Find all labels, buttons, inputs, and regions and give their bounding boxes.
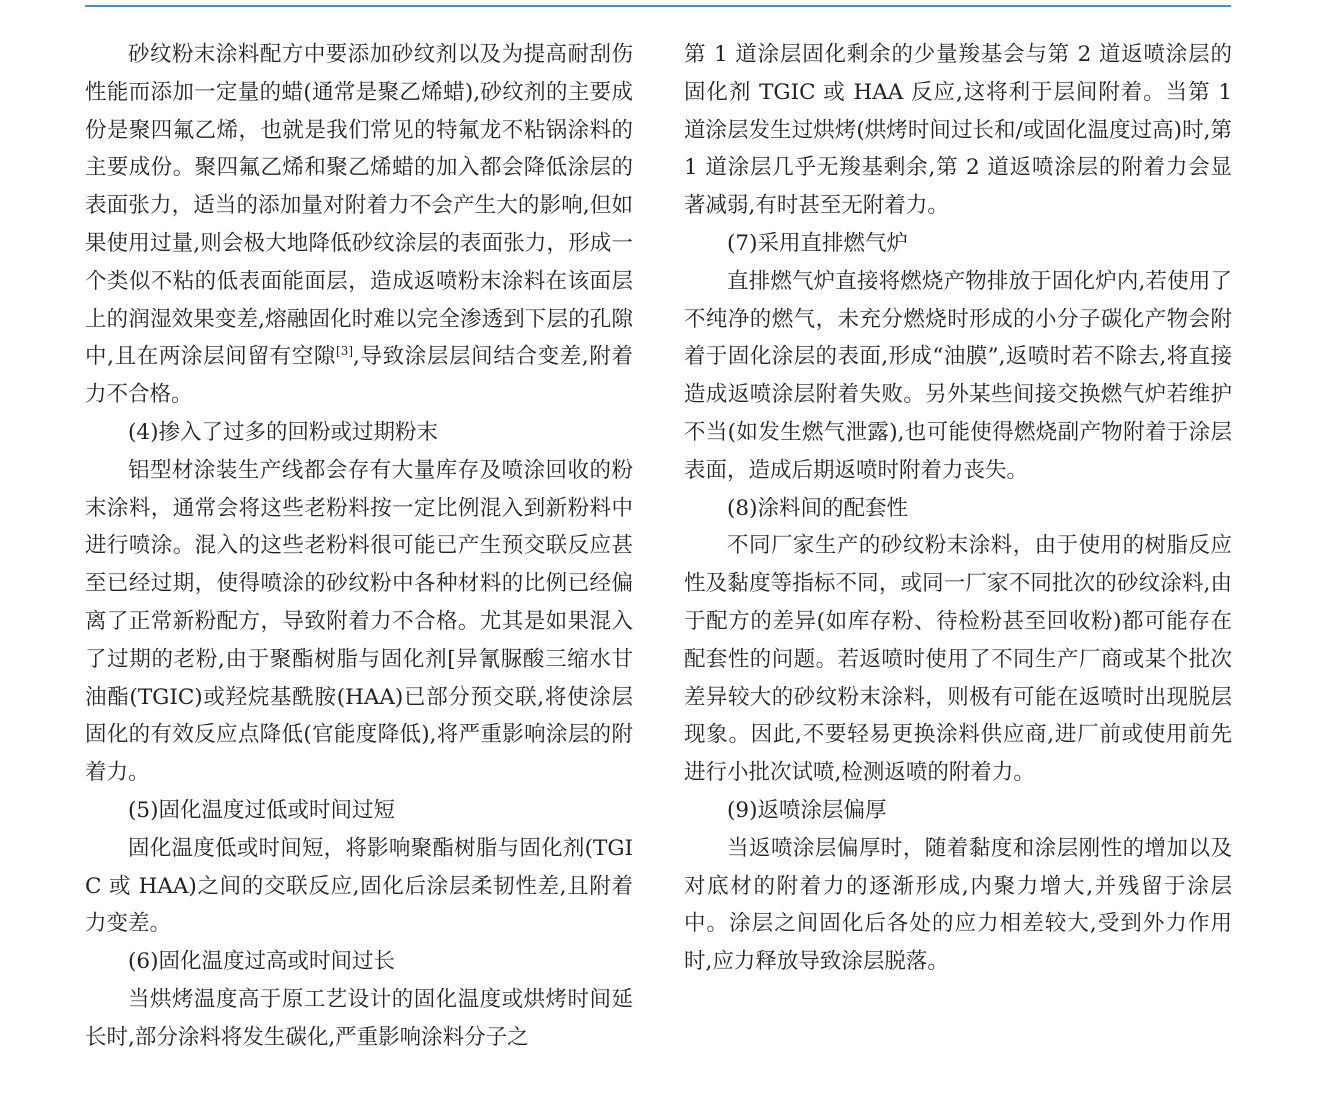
paragraph-recycled-powder: 铝型材涂装生产线都会存有大量库存及喷涂回收的粉末涂料，通常会将这些老粉料按一定比例混入到新粉料中进行喷涂。混入的这些老粉料很可能已产生预交联反应甚至已经过期，使得喷涂的砂纹粉中各种材料的比例已经偏离了正常新粉配方，导致附着力不合格。尤其是如果混入了过期的老粉,由于聚酯树脂与固化剂[异氰脲酸三缩水甘油酯(TGIC)或羟烷基酰胺(HAA)已部分预交联,将使涂层固化的有效反应点降低(官能度降低),将严重影响涂层的附着力。 — [85, 457, 633, 786]
paragraph-over-cure-continued: 第 1 道涂层固化剩余的少量羧基会与第 2 道返喷涂层的固化剂 TGIC 或 HAA 反应,这将利于层间附着。当第 1 道涂层发生过烘烤(烘烤时间过长和/或固化温度过高)时,第 1 道涂层几乎无羧基剩余,第 2 道返喷涂层的附着力会显著减弱,有时甚至无附着力。 — [684, 42, 1232, 219]
section-heading-7: (7)采用直排燃气炉 — [727, 230, 908, 256]
section-heading-9: (9)返喷涂层偏厚 — [727, 797, 887, 823]
paragraph-direct-gas-oven: 直排燃气炉直接将燃烧产物排放于固化炉内,若使用了不纯净的燃气，未充分燃烧时形成的小分子碳化产物会附着于固化涂层的表面,形成“油膜”,返喷时若不除去,将直接造成返喷涂层附着失败。另外某些间接交换燃气炉若维护不当(如发生燃气泄露),也可能使得燃烧副产物附着于涂层表面，造成后期返喷时附着力丧失。 — [684, 268, 1232, 483]
paragraph-over-cure: 当烘烤温度高于原工艺设计的固化温度或烘烤时间延长时,部分涂料将发生碳化,严重影响涂料分子之 — [85, 986, 633, 1050]
paragraph-compatibility: 不同厂家生产的砂纹粉末涂料，由于使用的树脂反应性及黏度等指标不同，或同一厂家不同批次的砂纹涂料,由于配方的差异(如库存粉、待检粉甚至回收粉)都可能存在配套性的问题。若返喷时使用了不同生产厂商或某个批次差异较大的砂纹粉末涂料，则极有可能在返喷时出现脱层现象。因此,不要轻易更换涂料供应商,进厂前或使用前先进行小批次试喷,检测返喷的附着力。 — [684, 533, 1232, 786]
paragraph-low-cure: 固化温度低或时间短，将影响聚酯树脂与固化剂(TGIC 或 HAA)之间的交联反应,固化后涂层柔韧性差,且附着力变差。 — [85, 835, 633, 937]
paragraph-text: ,导致涂层层间结合变差,附着力不合格。 — [85, 344, 633, 408]
section-heading-6: (6)固化温度过高或时间过长 — [128, 949, 395, 975]
citation-ref: [3] — [336, 344, 354, 359]
paragraph-text: 砂纹粉末涂料配方中要添加砂纹剂以及为提高耐刮伤性能而添加一定量的蜡(通常是聚乙烯蜡),砂纹剂的主要成份是聚四氟乙烯，也就是我们常见的特氟龙不粘锅涂料的主要成份。聚四氟乙烯和聚乙烯蜡的加入都会降低涂层的表面张力，适当的添加量对附着力不会产生大的影响,但如果使用过量,则会极大地降低砂纹涂层的表面张力，形成一个类似不粘的低表面能面层，造成返喷粉末涂料在该面层上的润湿效果变差,熔融固化时难以完全渗透到下层的孔隙中,且在两涂层间留有空隙 — [85, 42, 633, 370]
section-heading-8: (8)涂料间的配套性 — [727, 495, 908, 521]
section-heading-5: (5)固化温度过低或时间过短 — [128, 797, 395, 823]
paragraph-thick-recoat: 当返喷涂层偏厚时，随着黏度和涂层刚性的增加以及对底材的附着力的逐渐形成,内聚力增大,并残留于涂层中。涂层之间固化后各处的应力相差较大,受到外力作用时,应力释放导致涂层脱落。 — [684, 835, 1232, 975]
right-column — [684, 36, 1232, 981]
left-column — [85, 36, 633, 1057]
paragraph-sand-texture-agent — [85, 36, 633, 414]
section-heading-4: (4)掺入了过多的回粉或过期粉末 — [128, 419, 438, 445]
top-rule — [85, 5, 1231, 7]
